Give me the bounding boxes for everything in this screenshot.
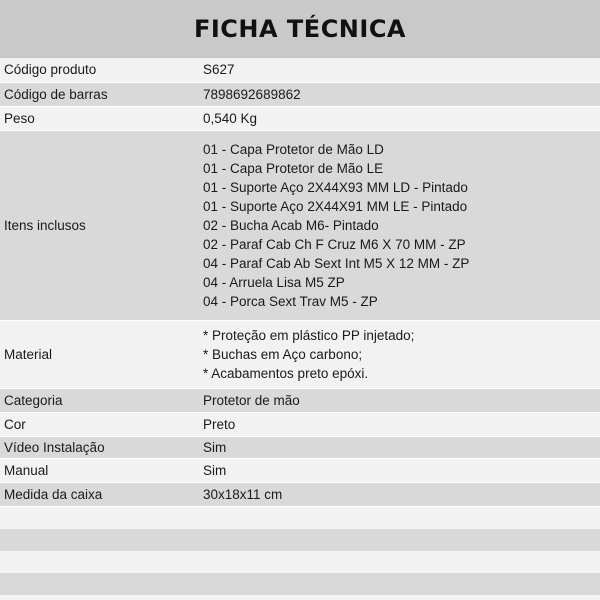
value-categoria: Protetor de mão <box>200 388 600 412</box>
item-line: 01 - Suporte Aço 2X44X93 MM LD - Pintado <box>203 179 468 195</box>
value-codigo-barras: 7898692689862 <box>200 82 600 106</box>
value-codigo-produto: S627 <box>200 58 600 82</box>
row-codigo-produto <box>0 58 600 82</box>
item-line: 01 - Capa Protetor de Mão LD <box>203 141 384 157</box>
row-video-instalacao <box>0 436 600 458</box>
sheet-header <box>0 0 600 58</box>
label-cor: Cor <box>0 412 200 436</box>
item-line: 01 - Suporte Aço 2X44X91 MM LE - Pintado <box>203 198 468 214</box>
row-cor <box>0 412 600 436</box>
spec-table <box>0 58 600 507</box>
label-codigo-produto: Código produto <box>0 58 200 82</box>
item-line: 04 - Arruela Lisa M5 ZP <box>203 274 345 290</box>
empty-row <box>0 529 600 551</box>
item-line: 02 - Paraf Cab Ch F Cruz M6 X 70 MM - ZP <box>203 236 466 252</box>
value-cor: Preto <box>200 412 600 436</box>
label-itens-inclusos: Itens inclusos <box>0 130 200 320</box>
row-peso <box>0 106 600 130</box>
material-line: * Buchas em Aço carbono; <box>203 346 363 362</box>
label-medida-caixa: Medida da caixa <box>0 482 200 506</box>
item-line: 04 - Paraf Cab Ab Sext Int M5 X 12 MM - ZP <box>203 255 470 271</box>
value-material <box>200 320 600 388</box>
label-material: Material <box>0 320 200 388</box>
label-manual: Manual <box>0 458 200 482</box>
value-medida-caixa: 30x18x11 cm <box>200 482 600 506</box>
empty-row <box>0 551 600 573</box>
empty-row <box>0 507 600 529</box>
sheet-title: FICHA TÉCNICA <box>193 15 407 43</box>
material-line: * Acabamentos preto epóxi. <box>203 365 369 381</box>
label-categoria: Categoria <box>0 388 200 412</box>
label-peso: Peso <box>0 106 200 130</box>
value-manual: Sim <box>200 458 600 482</box>
row-manual <box>0 458 600 482</box>
value-peso: 0,540 Kg <box>200 106 600 130</box>
label-codigo-barras: Código de barras <box>0 82 200 106</box>
material-line: * Proteção em plástico PP injetado; <box>203 327 415 343</box>
row-medida-caixa <box>0 482 600 506</box>
value-video-instalacao: Sim <box>200 436 600 458</box>
item-line: 04 - Porca Sext Trav M5 - ZP <box>203 293 378 309</box>
label-video-instalacao: Vídeo Instalação <box>0 436 200 458</box>
row-material <box>0 320 600 388</box>
row-itens-inclusos <box>0 130 600 320</box>
row-codigo-barras <box>0 82 600 106</box>
empty-row <box>0 573 600 595</box>
item-line: 02 - Bucha Acab M6- Pintado <box>203 217 379 233</box>
row-categoria <box>0 388 600 412</box>
value-itens-inclusos <box>200 130 600 320</box>
item-line: 01 - Capa Protetor de Mão LE <box>203 160 384 176</box>
